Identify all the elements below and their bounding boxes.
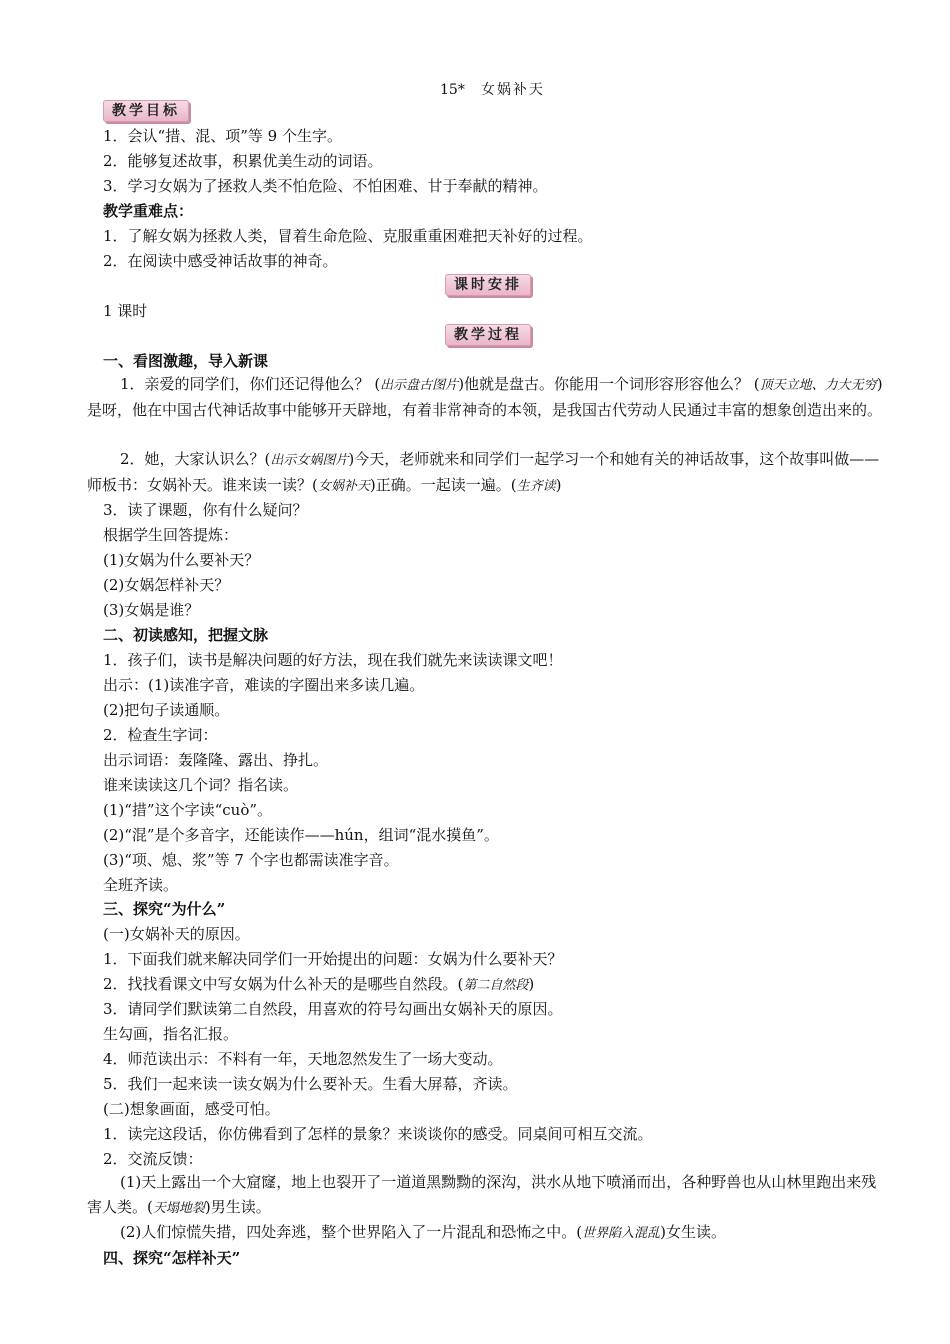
text-line: (二)想象画面，感受可怕。	[103, 1100, 280, 1118]
text-line: 根据学生回答提炼：	[103, 526, 239, 544]
text-line: 1．下面我们就来解决同学们一开始提出的问题：女娲为什么要补天？	[103, 950, 563, 968]
section-heading: 二、初读感知，把握文脉	[103, 626, 269, 644]
label-teaching-process: 教学过程	[445, 324, 531, 346]
goal-item: 2．能够复述故事，积累优美生动的词语。	[103, 152, 383, 170]
text-line: 出示词语：轰隆隆、露出、挣扎。	[103, 751, 329, 769]
text-line: (1)女娲为什么要补天？	[103, 551, 260, 569]
text-line: (一)女娲补天的原因。	[103, 925, 250, 943]
text-line: 5．我们一起来读一读女娲为什么要补天。生看大屏幕，齐读。	[103, 1075, 518, 1093]
paragraph: 1．亲爱的同学们，你们还记得他么？ (出示盘古图片)他就是盘古。你能用一个词形容形容他么？ (顶天立地、力大无穷)是呀，他在中国古代神话故事中能够开天辟地，有着非常神奇的本领，是我国古代劳动人民通过丰富的想象创造出来的。	[87, 375, 883, 419]
text-line: 出示：(1)读准字音，难读的字圈出来多读几遍。	[103, 676, 425, 694]
text-line: 1．读完这段话，你仿佛看到了怎样的景象？来谈谈你的感受。同桌间可相互交流。	[103, 1125, 653, 1143]
goal-item: 1．会认“措、混、项”等 9 个生字。	[103, 127, 342, 145]
section-heading: 一、看图激趣，导入新课	[103, 352, 269, 370]
text-line: 2．找找看课文中写女娲为什么补天的是哪些自然段。(第二自然段)	[103, 975, 535, 993]
text-line: 生勾画，指名汇报。	[103, 1025, 239, 1043]
paragraph: (2)人们惊慌失措，四处奔逃，整个世界陷入了一片混乱和恐怖之中。(世界陷入混乱)女生读。	[120, 1223, 726, 1241]
key-point-item: 1．了解女娲为拯救人类，冒着生命危险、克服重重困难把天补好的过程。	[103, 227, 593, 245]
text-line: 2．检查生字词：	[103, 726, 218, 744]
paragraph: (1)天上露出一个大窟窿，地上也裂开了一道道黑黝黝的深沟，洪水从地下喷涌而出，各种野兽也从山林里跑出来残害人类。(天塌地裂)男生读。	[87, 1173, 877, 1216]
text-line: (2)“混”是个多音字，还能读作——hún，组词“混水摸鱼”。	[103, 826, 499, 844]
key-points-heading: 教学重难点：	[103, 202, 194, 220]
paragraph: 2．她，大家认识么？(出示女娲图片)今天，老师就来和同学们一起学习一个和她有关的神话故事，这个故事叫做——师板书：女娲补天。谁来读一读？(女娲补天)正确。一起读一遍。(生齐读)	[87, 450, 880, 494]
text-line: (2)女娲怎样补天？	[103, 576, 230, 594]
label-schedule: 课时安排	[445, 274, 531, 296]
text-line: (3)“项、熄、浆”等 7 个字也都需读准字音。	[103, 851, 399, 869]
schedule-text: 1 课时	[103, 302, 148, 320]
text-line: 3．请同学们默读第二自然段，用喜欢的符号勾画出女娲补天的原因。	[103, 1000, 563, 1018]
section-heading: 四、探究“怎样补天”	[103, 1249, 241, 1267]
text-line: 1．孩子们，读书是解决问题的好方法，现在我们就先来读读课文吧！	[103, 651, 563, 669]
text-line: 全班齐读。	[103, 876, 179, 894]
text-line: 4．师范读出示：不料有一年，天地忽然发生了一场大变动。	[103, 1050, 503, 1068]
text-line: (1)“措”这个字读“cuò”。	[103, 801, 273, 819]
text-line: (3)女娲是谁？	[103, 601, 200, 619]
label-teaching-goals: 教学目标	[103, 100, 189, 122]
key-point-item: 2．在阅读中感受神话故事的神奇。	[103, 252, 338, 270]
lesson-number: 15*	[440, 82, 465, 98]
section-heading: 三、探究“为什么”	[103, 900, 226, 918]
goal-item: 3．学习女娲为了拯救人类不怕危险、不怕困难、甘于奉献的精神。	[103, 177, 548, 195]
lesson-title	[440, 79, 545, 99]
text-line: 3．读了课题，你有什么疑问？	[103, 501, 308, 519]
text-line: (2)把句子读通顺。	[103, 701, 230, 719]
text-line: 2．交流反馈：	[103, 1150, 203, 1168]
text-line: 谁来读读这几个词？指名读。	[103, 776, 299, 794]
lesson-name: 女娲补天	[480, 82, 545, 98]
